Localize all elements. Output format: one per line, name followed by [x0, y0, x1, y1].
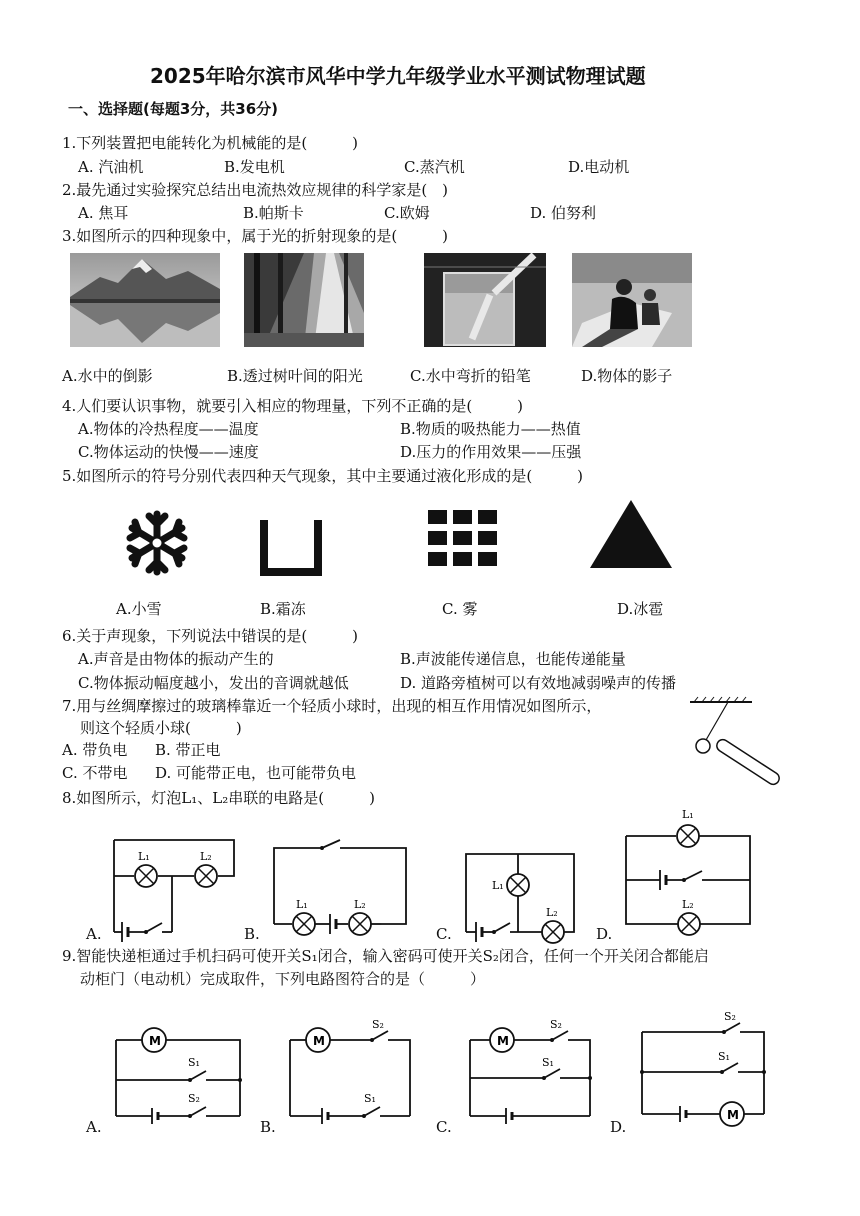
q6-option-b: B.声波能传递信息，也能传递能量 — [400, 650, 626, 668]
sunlight-through-trees-photo — [244, 253, 364, 347]
q7-stem: 7.用与丝绸摩擦过的玻璃棒靠近一个轻质小球时，出现的相互作用情况如图所示， — [62, 697, 602, 715]
q6-option-d: D. 道路旁植树可以有效地减弱噪声的传播 — [400, 674, 677, 692]
q8-option-b: B. — [244, 925, 260, 943]
lamp-label-l2: L₂ — [682, 898, 694, 911]
fog-symbol-icon — [428, 510, 498, 568]
lamp-label-l1: L₁ — [138, 850, 150, 863]
lamp-label-l1: L₁ — [682, 808, 694, 821]
q5-option-d: D.冰雹 — [617, 600, 664, 618]
object-shadow-photo — [572, 253, 692, 347]
q9-circuit-c — [462, 1020, 602, 1126]
q9-circuit-a — [108, 1020, 248, 1126]
bent-pencil-in-water-photo — [424, 253, 546, 347]
q8-circuit-d — [618, 804, 758, 944]
q8-option-c: C. — [436, 925, 452, 943]
q8-option-d: D. — [596, 925, 613, 943]
q1-stem: 1.下列装置把电能转化为机械能的是( ) — [62, 134, 359, 152]
glass-rod-ball-diagram — [684, 696, 784, 780]
mountain-reflection-photo — [70, 253, 220, 347]
q4-option-d: D.压力的作用效果——压强 — [400, 443, 582, 461]
motor-label: M — [313, 1034, 325, 1048]
q6-option-a: A.声音是由物体的振动产生的 — [78, 650, 274, 668]
q5-option-a: A.小雪 — [116, 600, 162, 618]
q7-option-b: B. 带正电 — [155, 741, 221, 759]
lamp-label-l2: L₂ — [546, 906, 558, 919]
q2-stem: 2.最先通过实验探究总结出电流热效应规律的科学家是( ) — [62, 181, 449, 199]
q7-option-c: C. 不带电 — [62, 764, 128, 782]
switch-label-s2: S₂ — [724, 1010, 736, 1023]
q7-stem-cont: 则这个轻质小球( ) — [80, 719, 242, 737]
q2-option-b: B.帕斯卡 — [243, 204, 304, 222]
q8-circuit-a — [100, 828, 245, 943]
q5-option-c: C. 雾 — [442, 600, 478, 618]
q9-option-c: C. — [436, 1118, 452, 1136]
q4-option-c: C.物体运动的快慢——速度 — [78, 443, 259, 461]
motor-label: M — [727, 1108, 739, 1122]
q1-option-a: A. 汽油机 — [78, 158, 144, 176]
q9-stem-cont: 动柜门（电动机）完成取件，下列电路图符合的是（ ） — [80, 970, 486, 988]
q9-stem: 9.智能快递柜通过手机扫码可使开关S₁闭合，输入密码可使开关S₂闭合，任何一个开关闭合都能启 — [62, 947, 709, 965]
q3-option-b: B.透过树叶间的阳光 — [227, 367, 363, 385]
q8-stem: 8.如图所示，灯泡L₁、L₂串联的电路是( ) — [62, 789, 375, 807]
q6-option-c: C.物体振动幅度越小，发出的音调就越低 — [78, 674, 349, 692]
q8-circuit-b — [268, 834, 413, 944]
q7-option-a: A. 带负电 — [62, 741, 128, 759]
q3-option-c: C.水中弯折的铅笔 — [410, 367, 531, 385]
q9-option-b: B. — [260, 1118, 276, 1136]
switch-label-s2: S₂ — [372, 1018, 384, 1031]
lamp-label-l2: L₂ — [200, 850, 212, 863]
switch-label-s1: S₁ — [364, 1092, 376, 1105]
q8-circuit-c — [456, 848, 586, 944]
switch-label-s2: S₂ — [188, 1092, 200, 1105]
q5-option-b: B.霜冻 — [260, 600, 306, 618]
q1-option-b: B.发电机 — [224, 158, 285, 176]
q1-option-c: C.蒸汽机 — [404, 158, 465, 176]
q5-stem: 5.如图所示的符号分别代表四种天气现象，其中主要通过液化形成的是( ) — [62, 467, 584, 485]
q9-option-a: A. — [86, 1118, 102, 1136]
q6-stem: 6.关于声现象，下列说法中错误的是( ) — [62, 627, 359, 645]
q4-stem: 4.人们要认识事物，就要引入相应的物理量，下列不正确的是( ) — [62, 397, 524, 415]
lamp-label-l1: L₁ — [492, 879, 504, 892]
q8-option-a: A. — [86, 925, 102, 943]
hail-triangle-icon — [590, 500, 672, 570]
q4-option-a: A.物体的冷热程度——温度 — [78, 420, 259, 438]
frost-symbol-icon — [258, 518, 324, 578]
motor-label: M — [149, 1034, 161, 1048]
q9-circuit-b — [282, 1020, 422, 1126]
q9-circuit-d — [636, 1012, 776, 1126]
q3-option-d: D.物体的影子 — [581, 367, 673, 385]
q4-option-b: B.物质的吸热能力——热值 — [400, 420, 581, 438]
q2-option-d: D. 伯努利 — [530, 204, 597, 222]
switch-label-s2: S₂ — [550, 1018, 562, 1031]
page-title: 2025年哈尔滨市风华中学九年级学业水平测试物理试题 — [150, 64, 646, 88]
q3-option-a: A.水中的倒影 — [62, 367, 153, 385]
switch-label-s1: S₁ — [188, 1056, 200, 1069]
q2-option-a: A. 焦耳 — [78, 204, 129, 222]
switch-label-s1: S₁ — [718, 1050, 730, 1063]
motor-label: M — [497, 1034, 509, 1048]
q1-option-d: D.电动机 — [568, 158, 630, 176]
switch-label-s1: S₁ — [542, 1056, 554, 1069]
q7-option-d: D. 可能带正电，也可能带负电 — [155, 764, 357, 782]
q3-stem: 3.如图所示的四种现象中，属于光的折射现象的是( ) — [62, 227, 449, 245]
q2-option-c: C.欧姆 — [384, 204, 430, 222]
q9-option-d: D. — [610, 1118, 627, 1136]
section-heading: 一、选择题(每题3分，共36分) — [68, 100, 279, 118]
lamp-label-l1: L₁ — [296, 898, 308, 911]
lamp-label-l2: L₂ — [354, 898, 366, 911]
snowflake-icon — [122, 508, 192, 578]
